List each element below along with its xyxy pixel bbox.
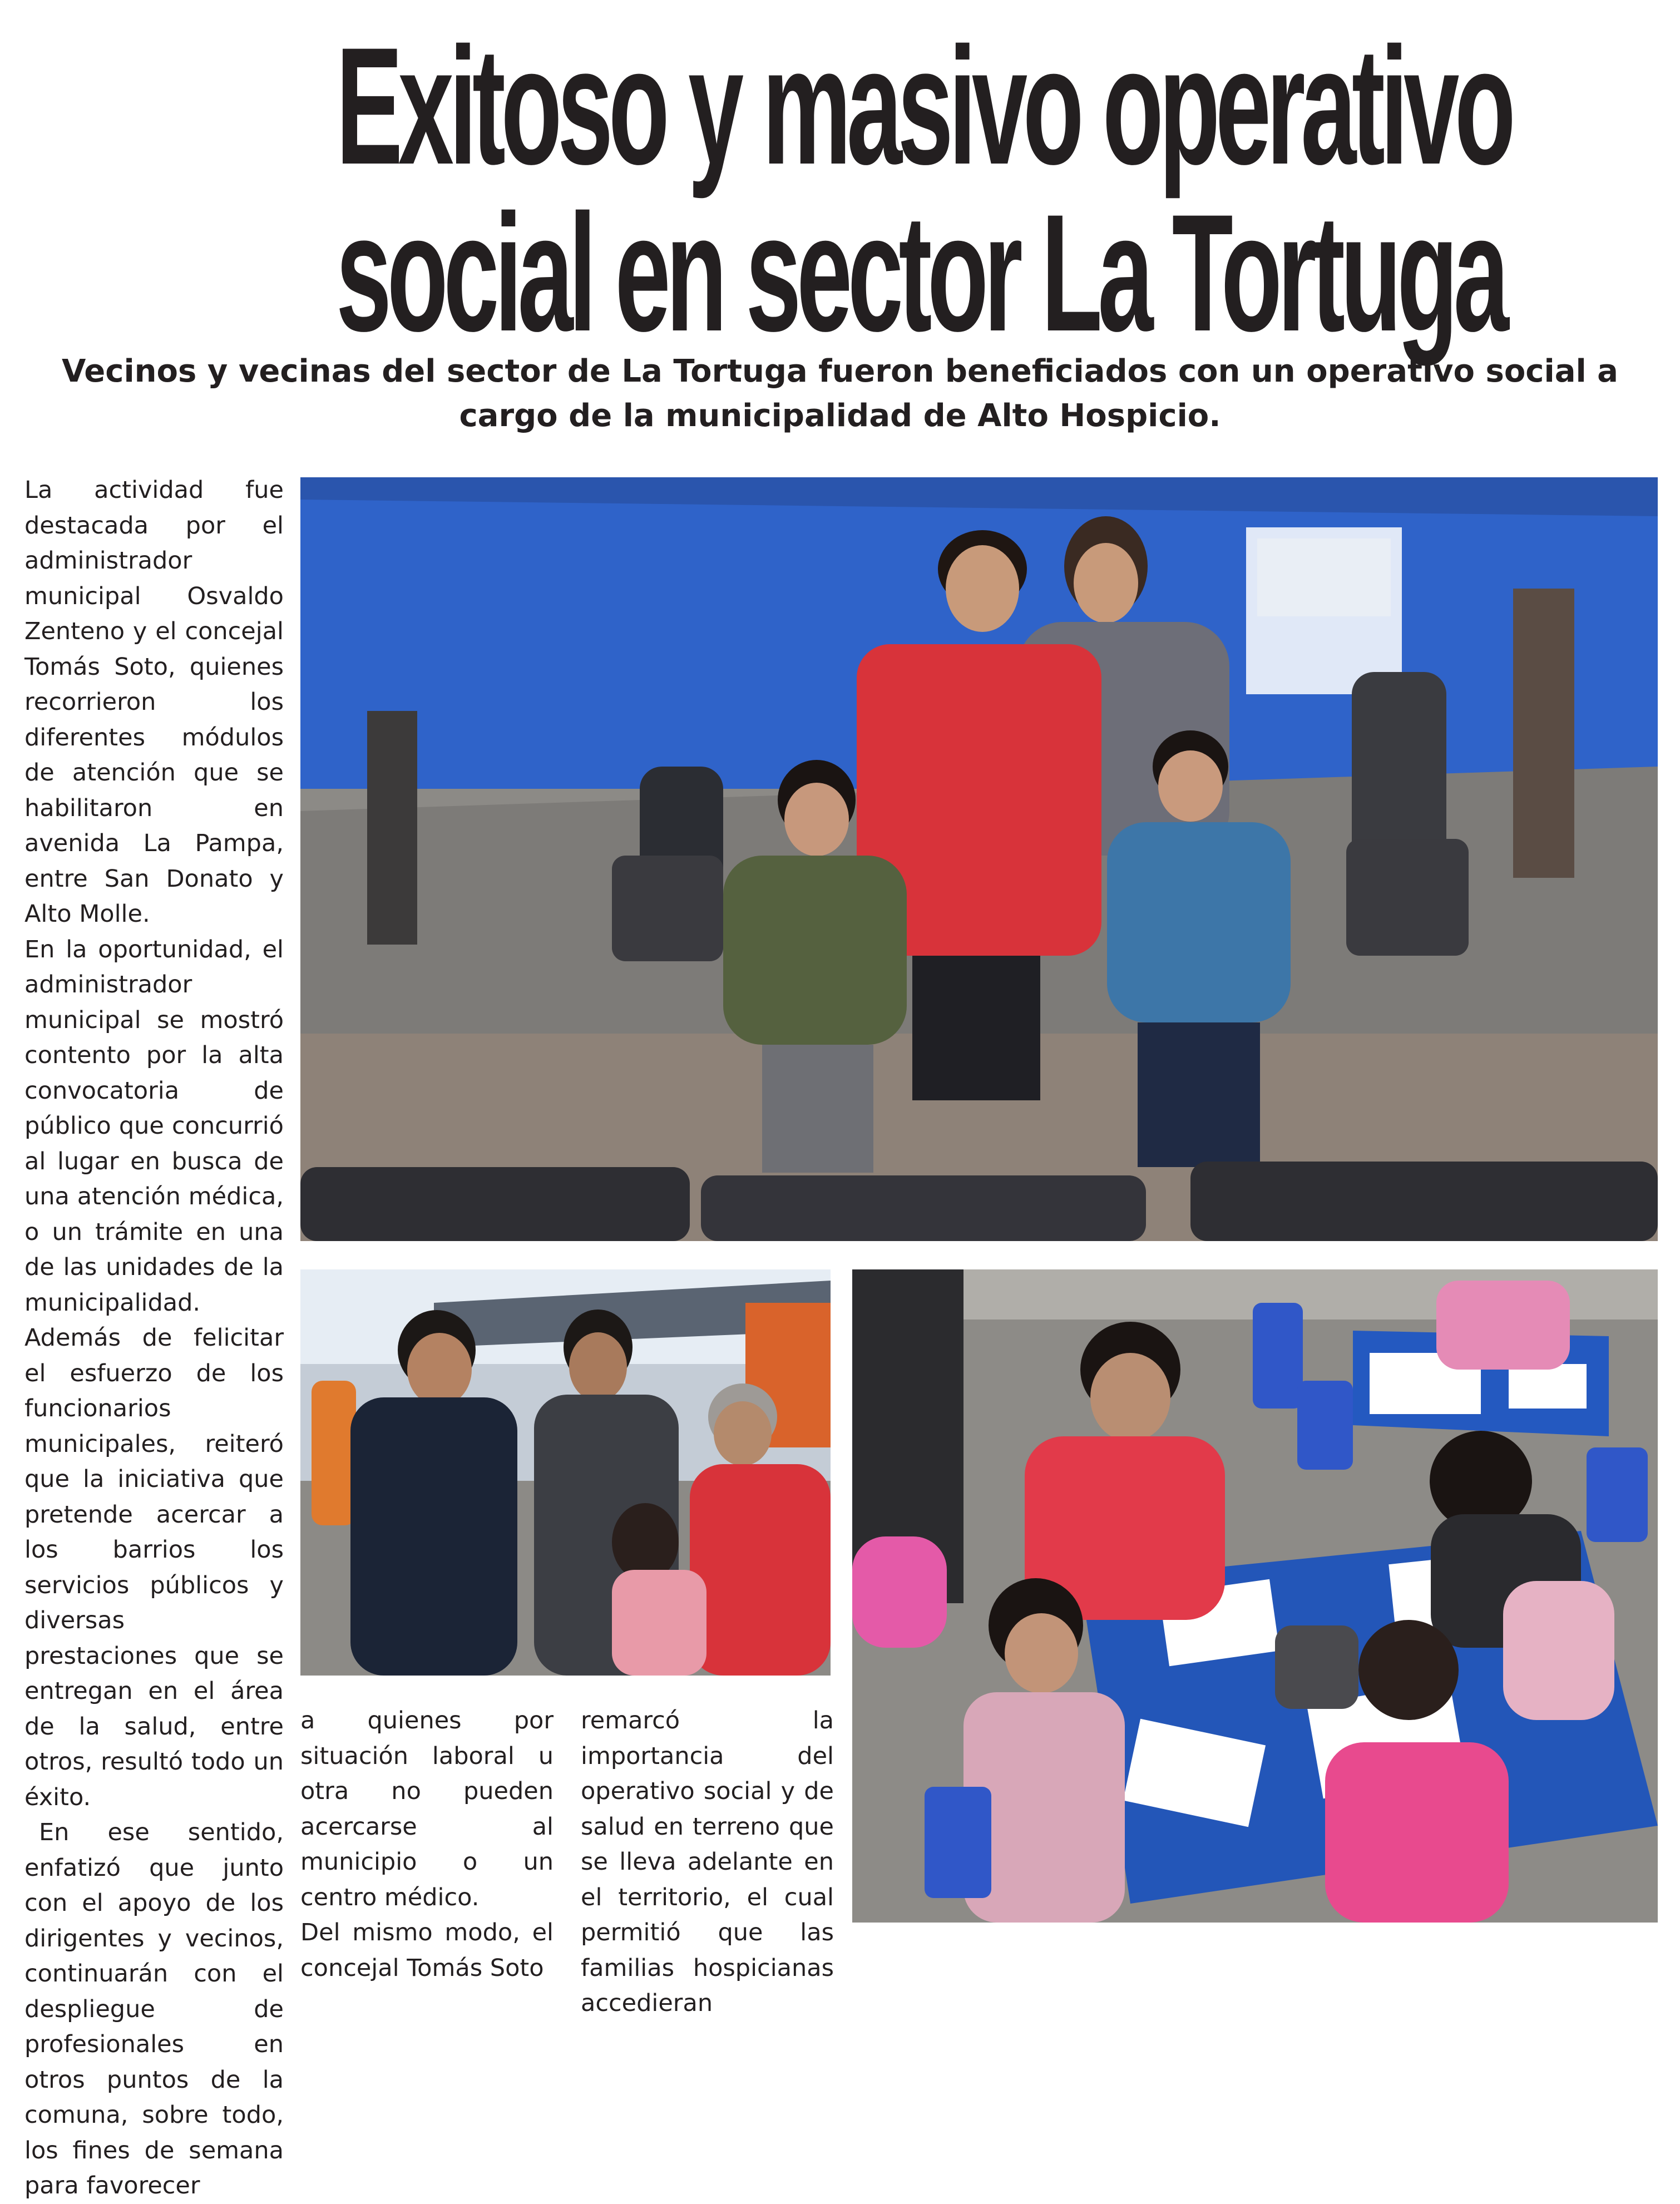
- headline: [0, 12, 1680, 366]
- paragraph: remarcó la importancia del operativo social y de salud en terreno que se lleva adelante en el territorio, el cual permitió que las familias hospicianas accedieran: [581, 1707, 834, 2017]
- paragraph: En la oportunidad, el administrador municipal se mostró contento por la alta convocatoria de público que concurrió al lugar en busca de una atención médica, o un trámite en una de las unidades de la municipalidad.: [24, 935, 284, 1317]
- paragraph: Del mismo modo, el concejal Tomás Soto: [300, 1919, 554, 1982]
- article-column-1: [24, 473, 284, 2204]
- paragraph: a quienes por situación laboral u otra no pueden acercarse al municipio o un centro médico.: [300, 1707, 554, 1911]
- photo-family-illustration: [300, 477, 1658, 1241]
- subheadline: Vecinos y vecinas del sector de La Tortuga fueron beneficiados con un operativo social a cargo de la municipalidad de Alto Hospicio.: [62, 353, 1618, 434]
- photo-family-at-tents: [300, 477, 1658, 1241]
- photo-officials-with-residents: [300, 1269, 831, 1676]
- article-column-2: [300, 1703, 554, 1986]
- article-column-3: [581, 1703, 834, 2022]
- photo-officials-illustration: [300, 1269, 831, 1676]
- paragraph: La actividad fue destacada por el administrador municipal Osvaldo Zenteno y el concejal Tomás Soto, quienes recorrieron los diferentes módulos de atención que se habilitaron en avenida La Pampa, entre San Donato y Alto Molle.: [24, 476, 284, 928]
- headline-line-1: Exitoso y masivo operativo: [335, 12, 1511, 199]
- paragraph: Además de felicitar el esfuerzo de los funcionarios municipales, reiteró que la iniciativa que pretende acercar a los barrios los servicios públicos y diversas prestaciones que se entregan en el área de la salud, entre otros, resultó todo un éxito.: [24, 1324, 284, 1811]
- paragraph: En ese sentido, enfatizó que junto con el apoyo de los dirigentes y vecinos, continuarán con el despliegue de profesionales en otros puntos de la comuna, sobre todo, los fines de semana para favorecer: [24, 1818, 284, 2200]
- photo-children-illustration: [852, 1269, 1658, 1923]
- photo-children-coloring: [852, 1269, 1658, 1923]
- headline-line-2: social en sector La Tortuga: [335, 179, 1505, 366]
